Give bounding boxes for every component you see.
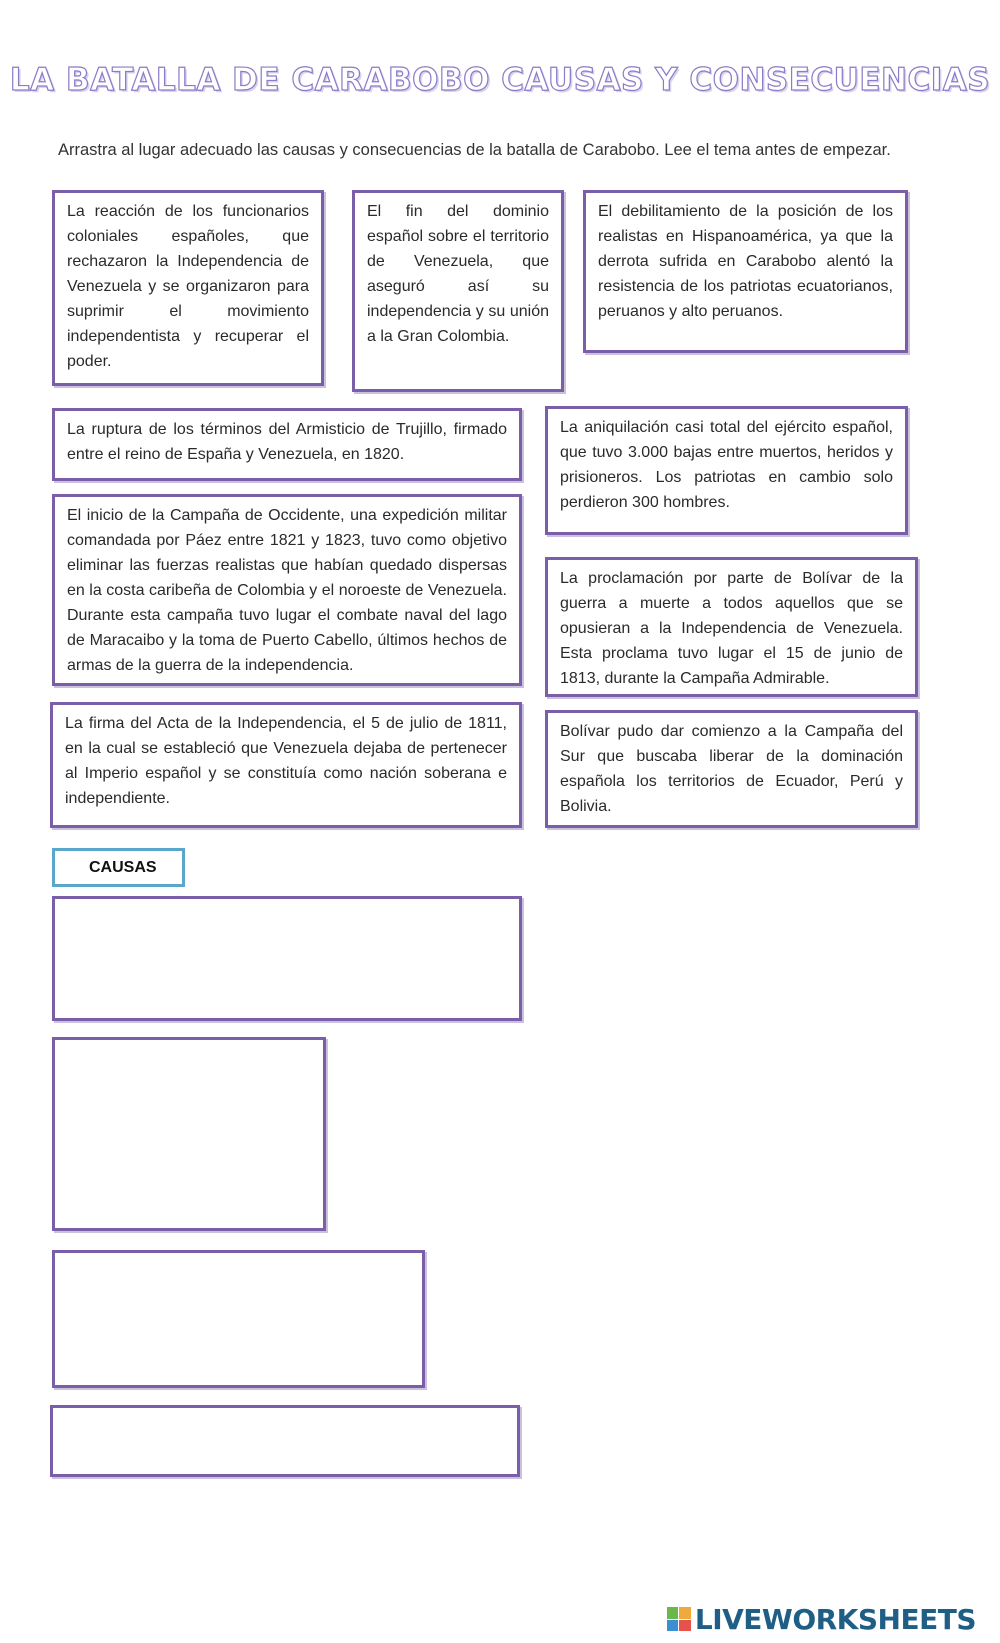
draggable-card[interactable]: El inicio de la Campaña de Occidente, una expedición militar comandada por Páez entre 1821 y 1823, tuvo como objetivo eliminar las fuerzas realistas que habían quedado dispersas en la costa caribeña de Colombia y el noroeste de Venezuela. Durante esta campaña tuvo lugar el combate naval del lago de Maracaibo y la toma de Puerto Cabello, últimos hechos de armas de la guerra de la independencia. <box>52 494 522 686</box>
draggable-card[interactable]: La ruptura de los términos del Armisticio de Trujillo, firmado entre el reino de España y Venezuela, en 1820. <box>52 408 522 481</box>
liveworksheets-logo-icon <box>667 1607 691 1631</box>
drop-zone[interactable] <box>52 1250 425 1388</box>
draggable-card[interactable]: Bolívar pudo dar comienzo a la Campaña del Sur que buscaba liberar de la dominación española los territorios de Ecuador, Perú y Bolivia. <box>545 710 918 828</box>
causas-label: CAUSAS <box>52 848 185 887</box>
draggable-card[interactable]: El fin del dominio español sobre el territorio de Venezuela, que aseguró así su independencia y su unión a la Gran Colombia. <box>352 190 564 392</box>
draggable-card[interactable]: La aniquilación casi total del ejército español, que tuvo 3.000 bajas entre muertos, heridos y prisioneros. Los patriotas en cambio solo perdieron 300 hombres. <box>545 406 908 535</box>
brand[interactable] <box>667 1603 976 1635</box>
brand-text: LIVEWORKSHEETS <box>694 1602 976 1636</box>
drop-zone[interactable] <box>52 1037 326 1231</box>
drop-zone[interactable] <box>52 896 522 1021</box>
drop-zone[interactable] <box>50 1405 520 1477</box>
page-title: LA BATALLA DE CARABOBO CAUSAS Y CONSECUENCIAS <box>9 62 991 98</box>
draggable-card[interactable]: El debilitamiento de la posición de los realistas en Hispanoamérica, ya que la derrota sufrida en Carabobo alentó la resistencia de los patriotas ecuatorianos, peruanos y alto peruanos. <box>583 190 908 353</box>
instructions: Arrastra al lugar adecuado las causas y consecuencias de la batalla de Carabobo. Lee el tema antes de empezar. <box>58 141 891 159</box>
draggable-card[interactable]: La firma del Acta de la Independencia, el 5 de julio de 1811, en la cual se estableció que Venezuela dejaba de pertenecer al Imperio español y se constituía como nación soberana e independiente. <box>50 702 522 828</box>
draggable-card[interactable]: La reacción de los funcionarios coloniales españoles, que rechazaron la Independencia de Venezuela y se organizaron para suprimir el movimiento independentista y recuperar el poder. <box>52 190 324 386</box>
draggable-card[interactable]: La proclamación por parte de Bolívar de la guerra a muerte a todos aquellos que se opusieran a la Independencia de Venezuela. Esta proclama tuvo lugar el 15 de junio de 1813, durante la Campaña Admirable. <box>545 557 918 697</box>
